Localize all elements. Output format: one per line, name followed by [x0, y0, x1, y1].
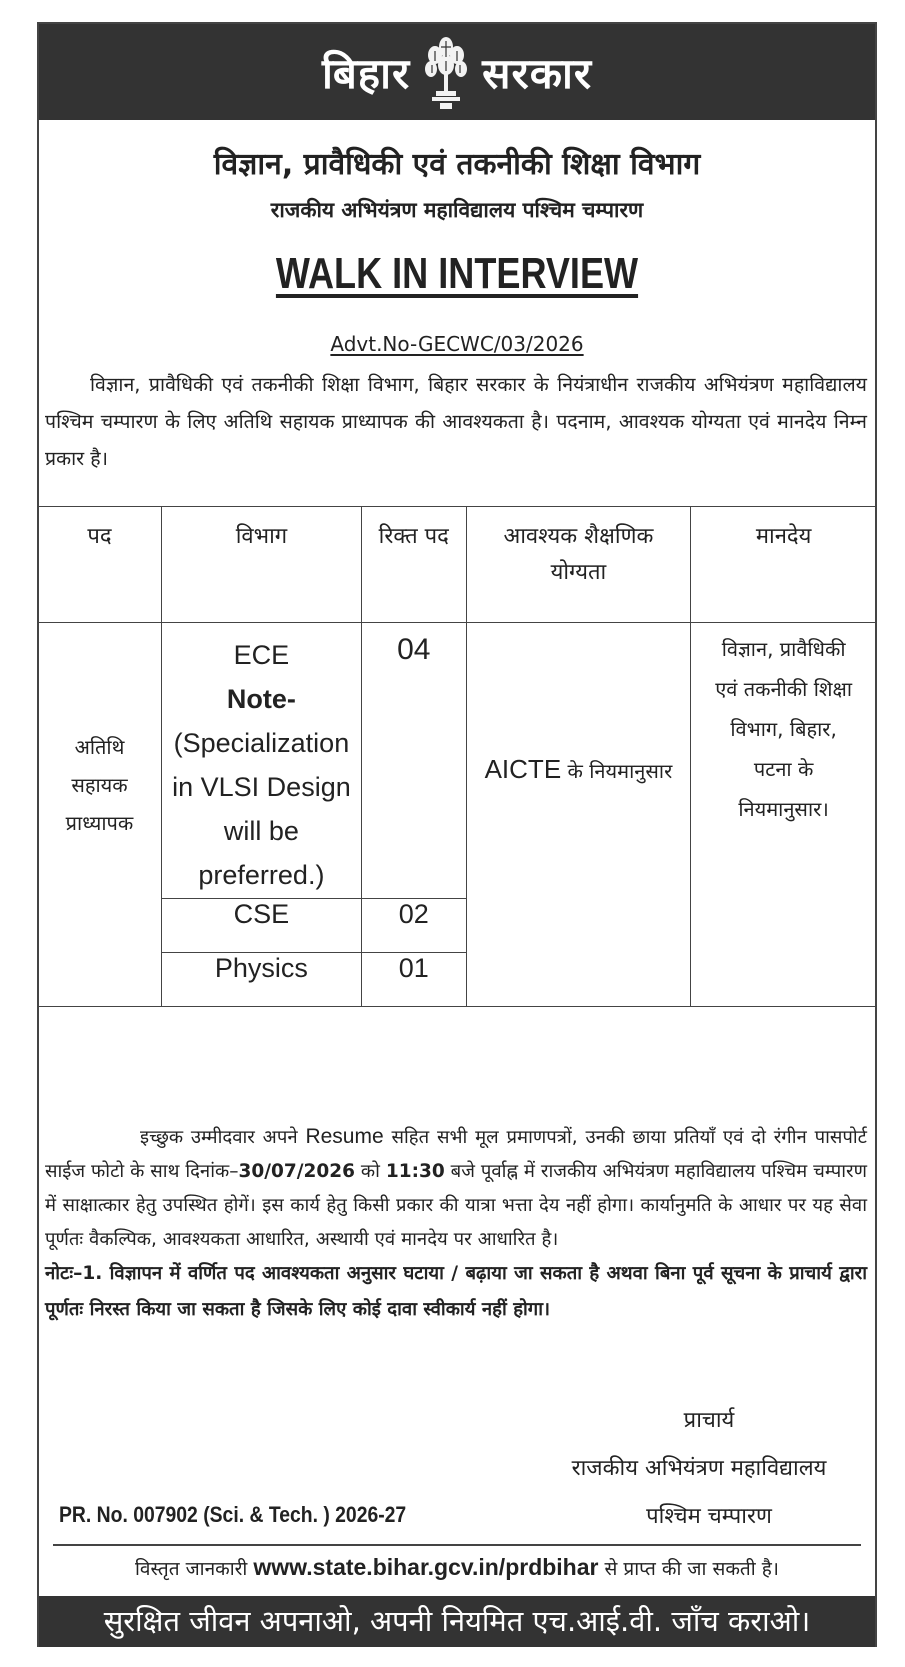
- interview-time: 11:30: [385, 1161, 445, 1182]
- table-header-row: [38, 507, 877, 623]
- body-paragraph: [45, 1120, 867, 1257]
- vacancy-cell: 04: [361, 623, 466, 899]
- dept-note-label: Note-: [226, 684, 296, 714]
- dept-name: CSE: [161, 899, 361, 953]
- header-post: पद: [38, 507, 162, 623]
- header-bar: [39, 24, 875, 120]
- interview-date: 30/07/2026: [238, 1161, 355, 1182]
- qualification-cell: [466, 623, 691, 1007]
- body-resume: Resume: [305, 1125, 384, 1148]
- body-text: इच्छुक उम्मीदवार अपने: [140, 1127, 298, 1148]
- vacancy-cell: 02: [361, 899, 466, 953]
- info-url: www.state.bihar.gcv.in/prdbihar: [253, 1554, 599, 1580]
- header-qualification: आवश्यक शैक्षणिक योग्यता: [466, 507, 691, 623]
- intro-paragraph: विज्ञान, प्रावैधिकी एवं तकनीकी शिक्षा विभाग, बिहार सरकार के नियंत्राधीन राजकीय अभियंत्रण महाविद्यालय पश्चिम चम्पारण के लिए अतिथि सहायक प्राध्यापक की आवश्यकता है। पदनाम, आवश्यक योग्यता एवं मानदेय निम्न प्रकार है।: [45, 373, 867, 470]
- divider: [53, 1544, 861, 1546]
- header-department: विभाग: [161, 507, 361, 623]
- page-title: WALK IN INTERVIEW: [275, 249, 639, 298]
- body-text: सहित सभी मूल प्रमाणपत्रों, उनकी छाया प्रतियाँ एवं दो रंगीन पासपोर्ट साईज फोटो के साथ दिनांक–: [45, 1127, 868, 1182]
- advt-number: Advt.No-GECWC/03/2026: [330, 332, 584, 356]
- department-heading: विज्ञान, प्रावैधिकी एवं तकनीकी शिक्षा विभाग: [213, 147, 701, 182]
- college-heading: राजकीय अभियंत्रण महाविद्यालय पश्चिम चम्पारण: [270, 198, 644, 222]
- signature-location: पश्चिम चम्पारण: [646, 1504, 772, 1529]
- note-paragraph: नोटः–1. विज्ञापन में वर्णित पद आवश्यकता अनुसार घटाया / बढ़ाया जा सकता है अथवा बिना पूर्व सूचना के प्राचार्य द्वारा पूर्णतः निरस्त किया जा सकता है जिसके लिए कोई दावा स्वीकार्य नहीं होगा।: [45, 1263, 867, 1320]
- dept-cell-ece: [161, 623, 361, 899]
- bihar-emblem-icon: [422, 33, 470, 111]
- body-text: बजे पूर्वाह्न में राजकीय अभियंत्रण महाविद्यालय पश्चिम चम्पारण में साक्षात्कार हेतु उपस्थित होगें। इस कार्य हेतु किसी प्रकार की यात्रा भत्ता देय नहीं होगा। कार्यानुमति के आधार पर यह सेवा पूर्णतः वैकल्पिक, आवश्यकता आधारित, अस्थायी एवं मानदेय पर आधारित है।: [45, 1161, 867, 1250]
- body-text: को: [360, 1161, 380, 1182]
- qualification-rest: के नियमानुसार: [567, 759, 673, 783]
- table-row: [38, 623, 877, 899]
- qualification-aicte: AICTE: [484, 754, 562, 784]
- info-line: [39, 1554, 875, 1581]
- signature-college: राजकीय अभियंत्रण महाविद्यालय: [571, 1456, 827, 1481]
- advertisement-frame: [37, 22, 877, 1647]
- pr-number: PR. No. 007902 (Sci. & Tech. ) 2026-27: [59, 1502, 407, 1527]
- post-text: अतिथि सहायक प्राध्यापक: [65, 734, 134, 835]
- footer-slogan: सुरक्षित जीवन अपनाओ, अपनी नियमित एच.आई.वी. जाँच कराओ।: [39, 1596, 875, 1647]
- header-vacancy: रिक्त पद: [361, 507, 466, 623]
- dept-note-text: (Specialization in VLSI Design will be preferred.): [172, 728, 351, 890]
- dept-name: Physics: [161, 953, 361, 1007]
- signature-title: प्राचार्य: [683, 1408, 735, 1433]
- vacancy-cell: 01: [361, 953, 466, 1007]
- header-honorarium: मानदेय: [691, 507, 877, 623]
- info-prefix: विस्तृत जानकारी: [135, 1558, 248, 1580]
- honorarium-text: विज्ञान, प्रावैधिकी एवं तकनीकी शिक्षा विभाग, बिहार, पटना के नियमानुसार।: [715, 637, 852, 821]
- posts-table: [37, 506, 877, 1007]
- honorarium-cell: [691, 623, 877, 1007]
- info-suffix: से प्राप्त की जा सकती है।: [604, 1558, 779, 1580]
- header-right-text: सरकार: [482, 48, 593, 98]
- post-cell: [38, 623, 162, 1007]
- header-left-text: बिहार: [321, 48, 411, 98]
- dept-name: ECE: [233, 640, 290, 670]
